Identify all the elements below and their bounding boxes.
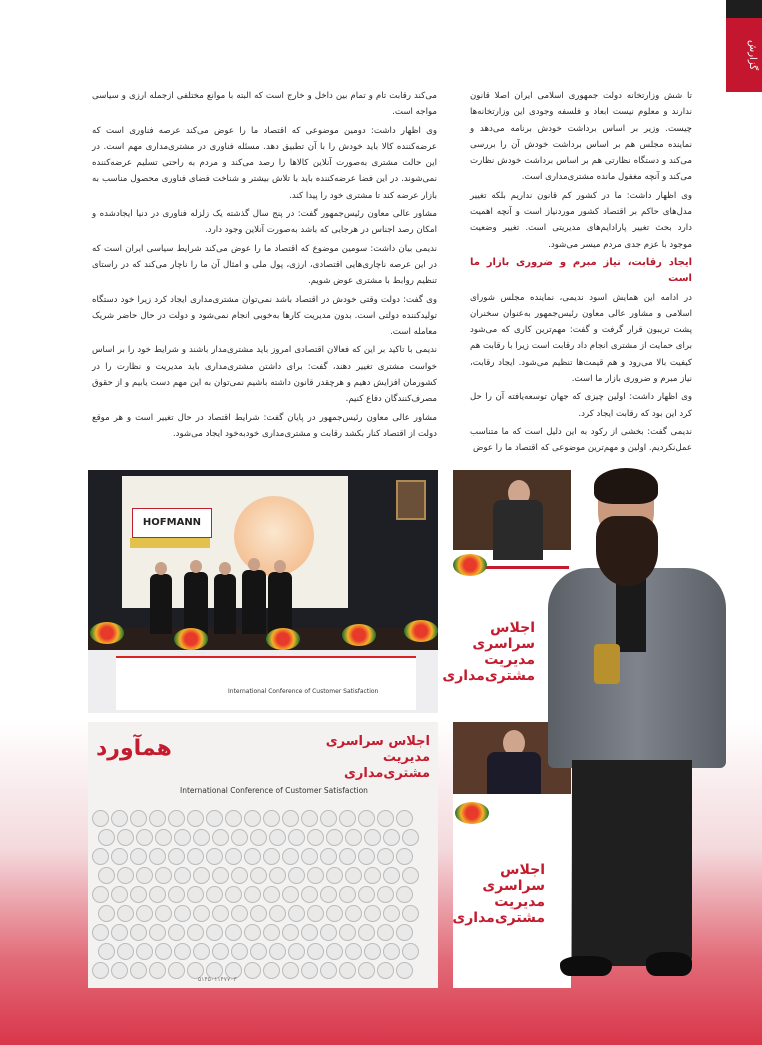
sponsor-logo [168,962,185,979]
sponsor-logo [345,943,362,960]
sponsor-logo [130,886,147,903]
sponsor-logo [250,867,267,884]
sponsor-logo [339,848,356,865]
sponsor-logo [282,848,299,865]
sponsor-logo [320,810,337,827]
sponsor-logo [244,848,261,865]
flower-arrangement [90,622,124,644]
sponsor-logo [250,943,267,960]
left-column [92,88,437,444]
sponsor-logo [364,943,381,960]
sponsor-logo [206,886,223,903]
sponsor-logo [231,829,248,846]
sponsor-logo [263,848,280,865]
sponsor-logo [358,962,375,979]
sponsor-logo [111,848,128,865]
sponsor-logo [326,943,343,960]
sponsor-logo [187,810,204,827]
paragraph: مشاور عالی معاون رئیس‌جمهور در پایان گفت: شرایط اقتصاد در حال تغییر است و هر موقع دولت از اقتصاد کنار بکشد رقابت و مشتری‌مداری خودبه‌خود ایجاد می‌شود. [92,412,437,439]
sponsor-logo [269,829,286,846]
sponsor-logo [187,924,204,941]
sponsor-logo [288,905,305,922]
sponsor-logo [339,810,356,827]
sponsor-logo [377,924,394,941]
sponsor-logo [187,886,204,903]
sponsor-logo [301,886,318,903]
sponsor-logo [345,829,362,846]
sponsor-logo [307,905,324,922]
sponsor-logo [206,848,223,865]
sponsor-logo [383,867,400,884]
sponsor-logo [263,810,280,827]
sponsor-logo [168,924,185,941]
paragraph: تا شش وزارتخانه دولت جمهوری اسلامی ایران اصلا قانون ندارند و معلوم نیست ابعاد و فلسفه وجودی این وزارتخانه‌ها چیست. وزیر بر اساس برداشت خودش برنامه می‌دهد و نماینده مجلس هم بر اساس برداشت خودش آن را بررسی می‌کند و دستگاه نظارتی هم بر اساس برداشت خودش نظارت می‌کند و آنچه مغفول مانده مشتری‌مداری است. [470,91,692,183]
sponsor-logo [269,943,286,960]
sponsor-logo [282,924,299,941]
sponsor-logo [212,905,229,922]
sponsor-logo [383,905,400,922]
sponsor-logo [168,886,185,903]
beard [596,516,658,586]
paragraph: ندیمی بیان داشت: سومین موضوع که اقتصاد ما را عوض می‌کند شرایط سیاسی ایران است که در این عرصه ناچاری‌هایی اقتصادی، ارزی، پول ملی و امثال آن ما را ناچار می‌کند که در راستای تنظیم روابط با مشتری عوض شویم. [92,243,437,287]
paragraph: وی اظهار داشت: ما در کشور کم قانون نداریم بلکه تغییر مدل‌های حاکم بر اقتصاد کشور موردنیاز است و آنچه اهمیت دارد بحث تغییر پارادایم‌های مدیریتی است. تغییر وضعیت موجود با عزم جدی مردم میسر می‌شود. [470,190,692,250]
sponsor-logo [377,886,394,903]
sponsor-logo [149,962,166,979]
flower-arrangement [174,628,208,650]
sponsor-logo [117,829,134,846]
sponsor-logo [155,829,172,846]
person [184,572,208,634]
sponsor-logo [250,905,267,922]
sponsor-logo [206,924,223,941]
wall-portrait [396,480,426,520]
section-heading: ایجاد رقابت، نیاز مبرم و ضروری بازار ما است [470,256,692,285]
sponsor-logo [345,905,362,922]
speaker-body [493,500,543,560]
sponsor-logo [149,810,166,827]
sponsor-logo [155,943,172,960]
sponsor-logo [288,867,305,884]
sponsor-logo [377,962,394,979]
sponsor-logo [117,943,134,960]
banner-text: اجلاس سراسری مدیریت مشتری‌مداری [452,862,545,926]
sponsor-logo [136,867,153,884]
sponsor-logo [288,943,305,960]
sponsor-logo [117,905,134,922]
sponsor-logo [111,810,128,827]
sponsor-logo [364,829,381,846]
sponsor-logo [117,867,134,884]
brand-logo: همآورد [96,736,172,761]
sponsor-logo [345,867,362,884]
sponsor-logo [149,924,166,941]
sponsor-logo [244,962,261,979]
sponsor-logo [320,886,337,903]
sponsor-logo [136,943,153,960]
banner-text: اجلاس سراسری مدیریت مشتری‌مداری [325,734,430,781]
sponsor-logo [301,848,318,865]
sponsor-logo [98,905,115,922]
sponsor-logo [193,829,210,846]
sponsor-logo [301,962,318,979]
sponsor-logo [212,829,229,846]
sponsor-logo [358,924,375,941]
hair [594,468,658,504]
sponsor-logo [244,886,261,903]
sponsor-logo [98,867,115,884]
sponsor-logo [269,867,286,884]
sponsor-logo [130,848,147,865]
sponsor-logo [92,924,109,941]
paragraph: ندیمی با تاکید بر این که فعالان اقتصادی امروز باید مشتری‌مدار باشند و شرایط خود را بر اساس خواست مشتری تغییر دهند، گفت: برای داشتن مشتری‌مداری باید مدیریت و نظارت را در کشورمان افزایش دهیم و هرچقدر قانون داشته باشیم نمی‌توان به این مهم دست یابیم و از حقوق مصرف‌کنندگان دفاع کنیم. [92,345,437,405]
sponsor-logo [269,905,286,922]
paragraph: می‌کند رقابت تام و تمام بین داخل و خارج است که البته با موانع مختلفی ازجمله ارزی و سیاسی مواجه است. [92,91,437,118]
sponsor-logo [98,943,115,960]
sponsor-logo [301,924,318,941]
sponsor-logo [206,810,223,827]
sponsor-logo [402,829,419,846]
person [214,574,236,634]
sponsor-logo [320,962,337,979]
sponsor-logo [396,962,413,979]
sponsor-logo [111,886,128,903]
sponsor-logo [92,962,109,979]
sponsor-logo [263,924,280,941]
sponsor-logo [263,886,280,903]
flower-arrangement [455,802,489,824]
serial-number: ۵۱۴۵۰۱۱۴۷۷۰۳ [198,976,237,983]
sponsor-logo [282,810,299,827]
sponsor-logo [111,924,128,941]
sponsor-logo [149,848,166,865]
sponsor-logo [136,829,153,846]
banner-text: اجلاس سراسری مدیریت مشتری‌مداری [442,620,535,684]
section-label: گزارش [747,40,758,71]
sponsor-logo [326,867,343,884]
flower-arrangement [266,628,300,650]
sponsor-logo [383,829,400,846]
wall-title: International Conference of Customer Satisfaction [180,786,368,795]
sponsor-logo [212,943,229,960]
sponsor-logo [174,943,191,960]
paragraph: وی اظهار داشت: اولین چیزی که جهان توسعه‌یافته آن را حل کرد این بود که رقابت ایجاد کرد. [470,392,692,419]
sponsor-logo [396,886,413,903]
sponsor-logo [212,867,229,884]
sponsor-logo [174,829,191,846]
sponsor-logo [339,886,356,903]
sponsor-logo [168,810,185,827]
section-tab [726,0,762,92]
sponsor-logo [130,810,147,827]
person [150,574,172,634]
sponsor-logo [358,848,375,865]
sponsor-logo [98,829,115,846]
sponsor-logo [225,886,242,903]
sponsor-logo [320,848,337,865]
sponsor-logo [326,905,343,922]
sponsor-logo [155,905,172,922]
stage-photo [88,470,438,713]
paragraph: مشاور عالی معاون رئیس‌جمهور گفت: در پنج سال گذشته یک زلزله فناوری در دنیا ایجادشده و امکان رصد اجناس در هرجایی که باشد به‌صورت آنلاین وجود دارد. [92,209,437,236]
sponsor-logo [168,848,185,865]
sponsor-logo [174,867,191,884]
person [242,570,266,634]
paragraph: در ادامه این همایش اسود ندیمی، نماینده مجلس شورای اسلامی و مشاور عالی معاون رئیس‌جمهور به‌عنوان سخنران پشت تریبون قرار گرفت و گفت: مهم‌ترین کاری که می‌شود برای حمایت از مشتری انجام داد رقابت است زیرا با رقابت هم کیفیت بالا می‌رود و هم قیمت‌ها تنظیم می‌شود. ایجاد رقابت، نیاز مبرم و ضروری بازار ما است. [470,292,692,385]
person [268,572,292,634]
screen-band [130,538,210,548]
sponsor-logo [307,829,324,846]
sponsor-logo [301,810,318,827]
speaker-body [487,752,541,794]
sponsor-logo [92,848,109,865]
sponsor-logo [288,829,305,846]
sponsor-logo [282,962,299,979]
sponsor-logo [307,867,324,884]
logo-wall-photo [88,722,438,988]
conference-caption: International Conference of Customer Satisfaction [228,688,379,695]
sponsor-logo [231,905,248,922]
shoe [560,956,612,976]
sponsor-logo [320,924,337,941]
sponsor-logo [231,867,248,884]
sponsor-logo [225,924,242,941]
sponsor-logo [377,848,394,865]
sponsor-logo [92,886,109,903]
flower-arrangement [453,554,487,576]
paragraph: وی اظهار داشت: دومین موضوعی که اقتصاد ما را عوض می‌کند عرصه فناوری است که عرضه‌کننده کالا باید خودش را با آن تطبیق دهد. مسئله فناوری در مشتری‌مداری مهم است. در این حالت مشتری به‌صورت آنلاین کالاها را رصد می‌کند و مردم به راحتی تسلیم عرضه‌کننده نمی‌شوند. در این فضا عرضه‌کننده باید با تلاش بیشتر و شناخت فضای فناوری محصول مناسب به بازار عرضه کند تا مشتری خود را پیدا کند. [92,125,437,201]
sponsor-logo [358,810,375,827]
sponsor-logo [193,905,210,922]
sponsor-logo [396,848,413,865]
sponsor-logo-grid [92,810,422,986]
shoe [646,952,692,976]
award-trophy [594,644,620,684]
sponsor-logo [307,943,324,960]
sponsor-logo [339,962,356,979]
sponsor-logo [244,810,261,827]
sponsor-logo [377,810,394,827]
flower-arrangement [404,620,438,642]
sponsor-logo [193,943,210,960]
sponsor-logo [130,924,147,941]
paragraph: ندیمی گفت: بخشی از رکود به این دلیل است که ما متناسب عمل‌نکردیم. اولین و مهم‌ترین موضوعی که اقتصاد ما را عوض [470,426,692,454]
sponsor-logo [130,962,147,979]
sponsor-logo [383,943,400,960]
sponsor-logo [187,848,204,865]
man-cutout-figure [546,468,728,998]
sponsor-logo [402,905,419,922]
sponsor-logo [149,886,166,903]
sponsor-logo [174,905,191,922]
sponsor-logo [244,924,261,941]
right-column [470,88,692,459]
sponsor-logo [339,924,356,941]
sponsor-logo [263,962,280,979]
sponsor-logo [396,810,413,827]
sponsor-logo [250,829,267,846]
paragraph: وی گفت: دولت وقتی خودش در اقتصاد باشد نمی‌توان مشتری‌مداری ایجاد کرد زیرا خود دستگاه تولیدکننده دولتی است. بدون مدیریت کارها به‌خوبی انجام نمی‌شود و دولت در حال حاضر شریک معامله است. [92,294,437,338]
flower-arrangement [342,624,376,646]
sponsor-logo [402,867,419,884]
sponsor-logo [225,848,242,865]
hofmann-logo: HOFMANN [132,508,212,538]
sponsor-logo [364,867,381,884]
sponsor-logo [326,829,343,846]
stage-podium-banner [116,656,416,710]
sponsor-logo [364,905,381,922]
sponsor-logo [193,867,210,884]
sponsor-logo [396,924,413,941]
sponsor-logo [155,867,172,884]
sponsor-logo [136,905,153,922]
pants [572,760,692,966]
sponsor-logo [225,810,242,827]
sponsor-logo [111,962,128,979]
sponsor-logo [92,810,109,827]
sponsor-logo [231,943,248,960]
sponsor-logo [402,943,419,960]
sponsor-logo [282,886,299,903]
sponsor-logo [358,886,375,903]
